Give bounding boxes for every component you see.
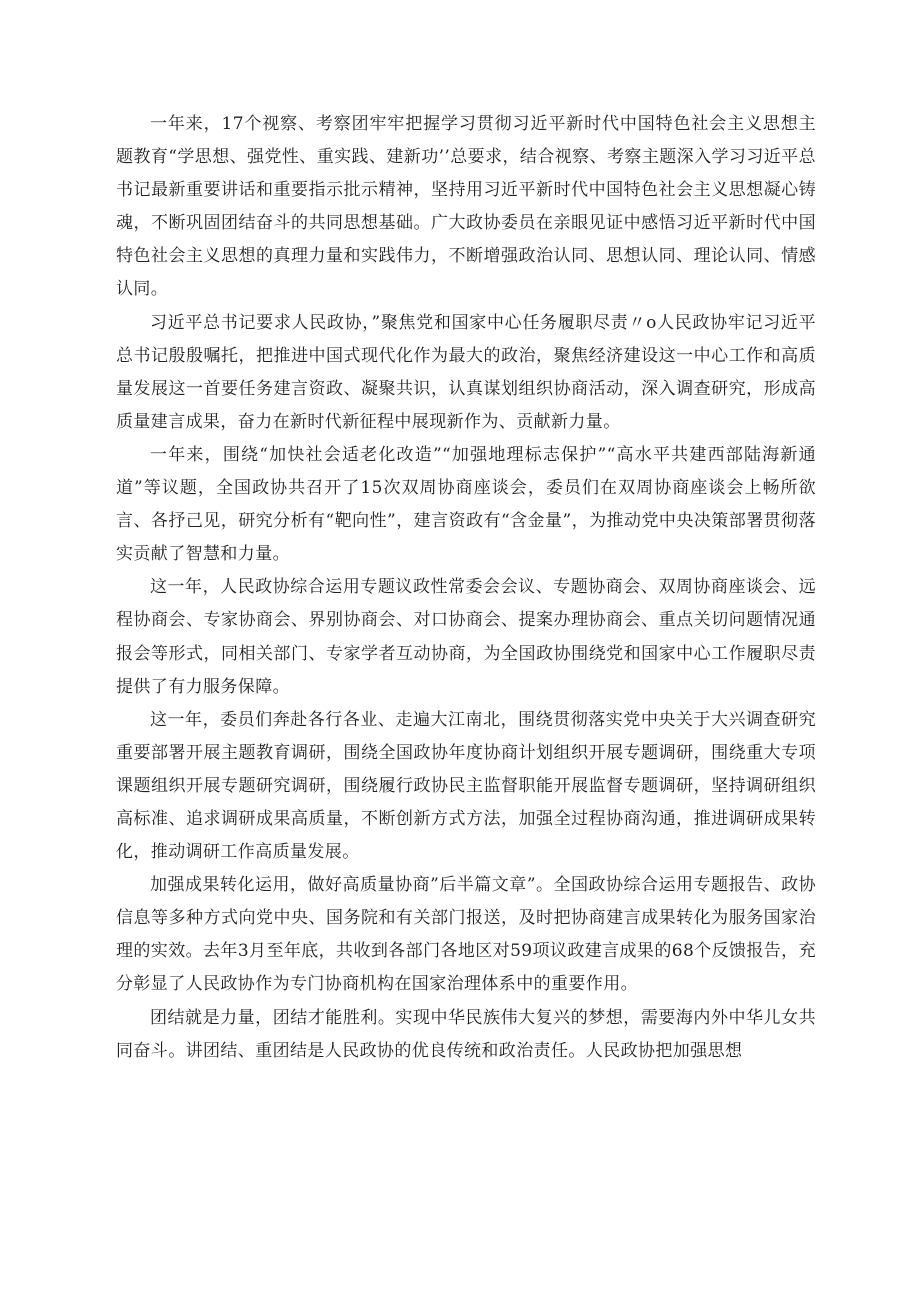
paragraph: 这一年，人民政协综合运用专题议政性常委会会议、专题协商会、双周协商座谈会、远程协商会、专家协商会、界别协商会、对口协商会、提案办理协商会、重点关切问题情况通报会等形式，同相关部门、专家学者互动协商，为全国政协围绕党和国家中心工作履职尽责提供了有力服务保障。 [116,577,816,697]
paragraph: 这一年，委员们奔赴各行各业、走遍大江南北，围绕贯彻落实党中央关于大兴调查研究重要部署开展主题教育调研，围绕全国政协年度协商计划组织开展专题调研，围绕重大专项课题组织开展专题研究调研，围绕履行政协民主监督职能开展监督专题调研，坚持调研组织高标准、追求调研成果高质量，不断创新方式方法，加强全过程协商沟通，推进调研成果转化，推动调研工作高质量发展。 [116,709,816,863]
paragraph: 一年来，17个视察、考察团牢牢把握学习贯彻习近平新时代中国特色社会主义思想主题教育“学思想、强党性、重实践、建新功’’总要求，结合视察、考察主题深入学习习近平总书记最新重要讲话和重要指示批示精神，坚持用习近平新时代中国特色社会主义思想凝心铸魂，不断巩固团结奋斗的共同思想基础。广大政协委员在亲眼见证中感悟习近平新时代中国特色社会主义思想的真理力量和实践伟力，不断增强政治认同、思想认同、理论认同、情感认同。 [116,114,816,300]
paragraph: 团结就是力量，团结才能胜利。实现中华民族伟大复兴的梦想，需要海内外中华儿女共同奋斗。讲团结、重团结是人民政协的优良传统和政治责任。人民政协把加强思想 [116,1007,816,1061]
paragraph: 加强成果转化运用，做好高质量协商”后半篇文章”。全国政协综合运用专题报告、政协信息等多种方式向党中央、国务院和有关部门报送，及时把协商建言成果转化为服务国家治理的实效。去年3月至年底，共收到各部门各地区对59项议政建言成果的68个反馈报告，充分彰显了人民政协作为专门协商机构在国家治理体系中的重要作用。 [116,875,816,995]
paragraph: 一年来，围绕“加快社会适老化改造”“加强地理标志保护”“高水平共建西部陆海新通道”等议题，全国政协共召开了15次双周协商座谈会，委员们在双周协商座谈会上畅所欲言、各抒己见，研究分析有“靶向性”，建言资政有“含金量”，为推动党中央决策部署贯彻落实贡献了智慧和力量。 [116,444,816,565]
document-body [116,108,816,1068]
paragraph: 习近平总书记要求人民政协，”聚焦党和国家中心任务履职尽责〃o人民政协牢记习近平总书记殷殷嘱托，把推进中国式现代化作为最大的政治，聚焦经济建设这一中心工作和高质量发展这一首要任务建言资政、凝聚共识，认真谋划组织协商活动，深入调查研究，形成高质量建言成果，奋力在新时代新征程中展现新作为、贡献新力量。 [116,312,816,432]
